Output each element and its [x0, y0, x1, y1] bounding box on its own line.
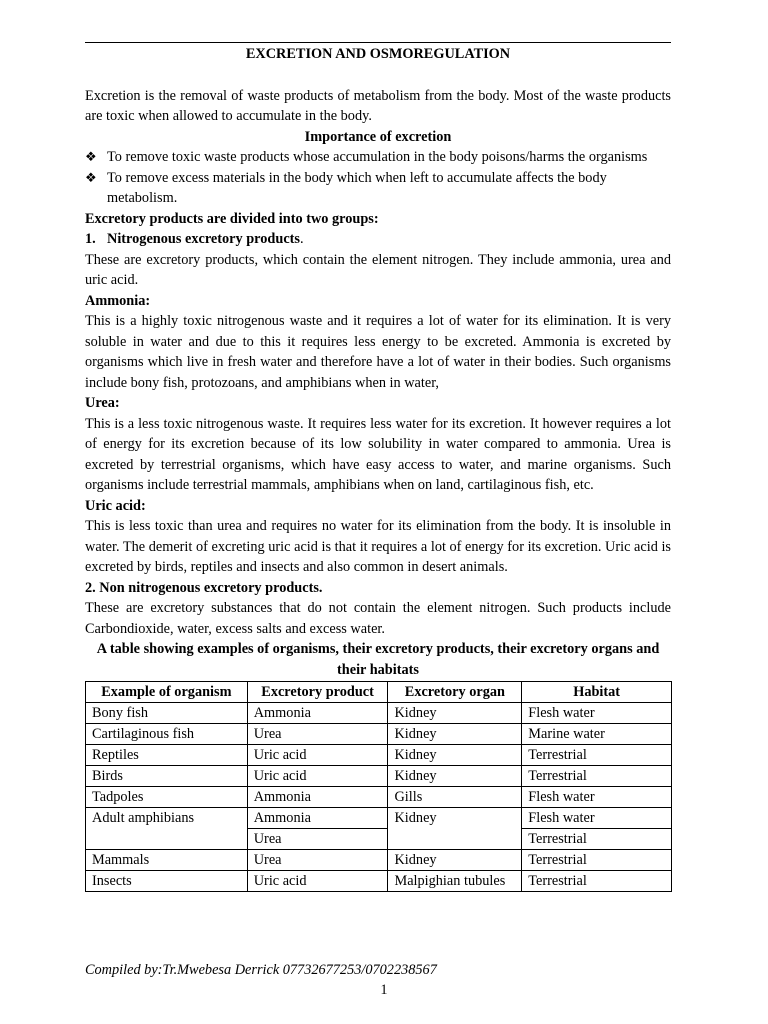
- table-cell: Ammonia: [247, 787, 388, 808]
- table-cell: Kidney: [388, 808, 522, 850]
- table-cell: Terrestrial: [522, 871, 672, 892]
- table-row: [86, 808, 672, 829]
- non-nitrogenous-paragraph: These are excretory substances that do not contain the element nitrogen. Such products include Carbondioxide, water, excess salts and excess water.: [85, 600, 671, 637]
- table-cell: Uric acid: [247, 766, 388, 787]
- importance-list: [85, 147, 671, 209]
- column-header: Excretory product: [247, 682, 388, 703]
- table-cell: Kidney: [388, 703, 522, 724]
- nitrogenous-heading: [85, 229, 671, 250]
- list-item-text: To remove excess materials in the body which when left to accumulate affects the body metabolism.: [107, 169, 607, 206]
- table-row: [86, 787, 672, 808]
- table-cell: Gills: [388, 787, 522, 808]
- table-cell: Terrestrial: [522, 745, 672, 766]
- table-row: [86, 871, 672, 892]
- urea-heading: Urea:: [85, 395, 120, 411]
- ammonia-heading: Ammonia:: [85, 292, 151, 309]
- table-cell: Insects: [86, 871, 248, 892]
- table-header-row: [86, 682, 672, 703]
- header-rule: [85, 42, 671, 43]
- table-cell: Malpighian tubules: [388, 871, 522, 892]
- table-cell: Reptiles: [86, 745, 248, 766]
- table-cell: Terrestrial: [522, 829, 672, 850]
- table-cell: Bony fish: [86, 703, 248, 724]
- column-header: Example of organism: [86, 682, 248, 703]
- table-cell: Kidney: [388, 766, 522, 787]
- list-item: [85, 147, 671, 168]
- table-cell: Kidney: [388, 745, 522, 766]
- nitrogenous-paragraph: These are excretory products, which contain the element nitrogen. They include ammonia, urea and uric acid.: [85, 251, 671, 288]
- table-row: [86, 745, 672, 766]
- table-row: [86, 766, 672, 787]
- table-cell: Uric acid: [247, 745, 388, 766]
- organisms-table: [85, 681, 672, 892]
- spacer: [85, 65, 671, 86]
- groups-heading: Excretory products are divided into two groups:: [85, 210, 379, 227]
- table-cell: Tadpoles: [86, 787, 248, 808]
- page-number: 1: [380, 982, 388, 998]
- table-cell: Mammals: [86, 850, 248, 871]
- table-row: [86, 850, 672, 871]
- non-nitrogenous-heading: 2. Non nitrogenous excretory products.: [85, 579, 323, 596]
- table-row: [86, 724, 672, 745]
- heading-period: .: [300, 231, 304, 247]
- table-cell: Ammonia: [247, 703, 388, 724]
- uric-acid-paragraph: This is less toxic than urea and requires no water for its elimination from the body. It is insoluble in water. The demerit of excreting uric acid is that it requires a lot of energy for its excretion. Uric acid is excreted by birds, reptiles and insects and also common in desert animals.: [85, 518, 671, 575]
- column-header: Habitat: [522, 682, 672, 703]
- importance-heading: Importance of excretion: [304, 128, 452, 145]
- table-cell: Marine water: [522, 724, 672, 745]
- table-cell: Flesh water: [522, 808, 672, 829]
- diamond-bullet-icon: ❖: [85, 169, 97, 185]
- table-cell: Ammonia: [247, 808, 388, 829]
- diamond-bullet-icon: ❖: [85, 149, 97, 164]
- table-cell: Flesh water: [522, 787, 672, 808]
- uric-acid-heading: Uric acid:: [85, 497, 146, 514]
- table-cell: Urea: [247, 829, 388, 850]
- footer-credit: Compiled by:Tr.Mwebesa Derrick 07732677253/0702238567: [85, 962, 437, 978]
- table-cell: Urea: [247, 724, 388, 745]
- table-cell: Adult amphibians: [86, 808, 248, 850]
- table-cell: Terrestrial: [522, 766, 672, 787]
- table-cell: Kidney: [388, 850, 522, 871]
- page-content: [85, 42, 671, 892]
- table-cell: Flesh water: [522, 703, 672, 724]
- table-row: [86, 703, 672, 724]
- document-title: EXCRETION AND OSMOREGULATION: [245, 46, 511, 62]
- table-cell: Terrestrial: [522, 850, 672, 871]
- nitrogenous-heading-text: Nitrogenous excretory products: [107, 231, 300, 247]
- table-cell: Urea: [247, 850, 388, 871]
- table-caption: A table showing examples of organisms, their excretory products, their excretory organs and their habitats: [96, 641, 660, 678]
- intro-paragraph: Excretion is the removal of waste products of metabolism from the body. Most of the waste products are toxic when allowed to accumulate in the body.: [85, 87, 671, 124]
- column-header: Excretory organ: [388, 682, 522, 703]
- ammonia-paragraph: This is a highly toxic nitrogenous waste and it requires a lot of water for its elimination. It is very soluble in water and due to this it requires less energy to be excreted. Ammonia is excreted by organisms which live in fresh water and therefore have a lot of water in their bodies. Such organisms include bony fish, protozoans, and amphibians when in water,: [85, 313, 671, 391]
- table-cell: Uric acid: [247, 871, 388, 892]
- urea-paragraph: This is a less toxic nitrogenous waste. It requires less water for its excretion. It however requires a lot of energy for its excretion because of its low solubility in water compared to ammonia. Urea is excreted by terrestrial organisms, which have easy access to water, and marine organisms. Such organisms include terrestrial mammals, amphibians when on land, cartilaginous fish, etc.: [85, 415, 671, 493]
- table-cell: Birds: [86, 766, 248, 787]
- table-cell: Kidney: [388, 724, 522, 745]
- list-item: [85, 168, 671, 209]
- list-item-text: To remove toxic waste products whose accumulation in the body poisons/harms the organisms: [107, 149, 648, 165]
- section-number: 1.: [85, 231, 96, 247]
- table-cell: Cartilaginous fish: [86, 724, 248, 745]
